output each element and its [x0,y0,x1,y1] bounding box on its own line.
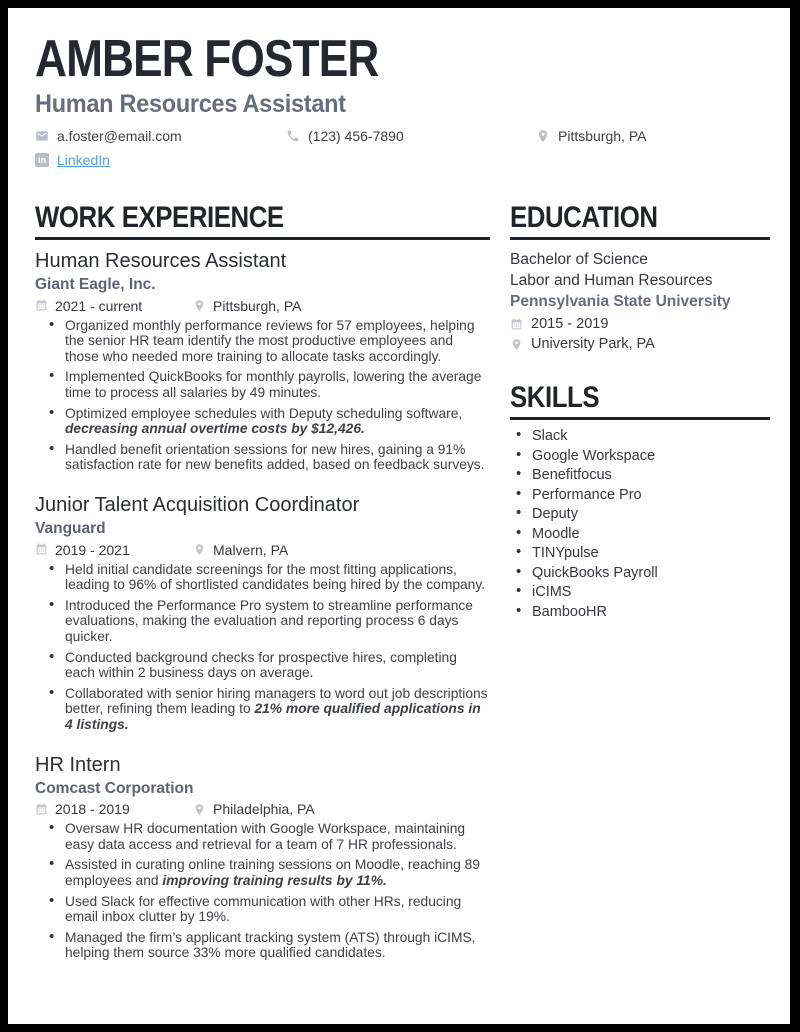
skill-item: • Deputy [516,507,770,522]
job-bullet: • Oversaw HR documentation with Google Workspace, maintaining easy data access and retrieval for a team of 7 HR professionals. [49,821,490,852]
resume-columns [35,203,770,981]
job-entry-3 [35,753,490,961]
job-bullet: • Handled benefit orientation sessions for new hires, gaining a 91% satisfaction rate for new benefits added, based on feedback surveys. [49,442,490,473]
job-company: Giant Eagle, Inc. [35,276,156,294]
education-location-text: University Park, PA [531,336,655,353]
job-dates-text: 2018 - 2019 [55,801,130,818]
location-pin-icon [193,803,206,816]
education-dates-text: 2015 - 2019 [531,316,609,333]
contact-location-text: Pittsburgh, PA [558,128,647,145]
location-pin-icon [510,338,523,351]
job-location [193,801,315,817]
skill-item: • Slack [516,429,770,444]
job-company: Comcast Corporation [35,779,194,797]
job-location [193,298,301,314]
education-field: Labor and Human Resources [510,272,713,290]
job-bullet: • Held initial candidate screenings for the most fitting applications, leading to 96% of shortlisted candidates being hired by the company. [49,562,490,593]
phone-icon [286,129,300,143]
skill-item: • Benefitfocus [516,468,770,483]
skill-item: • QuickBooks Payroll [516,566,770,581]
skill-item: • Google Workspace [516,449,770,464]
job-title: Human Resources Assistant [35,250,287,273]
skills-heading: SKILLS [510,383,770,420]
job-bullet-list [35,318,490,473]
job-bullet: • Introduced the Performance Pro system to streamline performance evaluations, making the evaluation and reporting process 6 days quicker. [49,598,490,645]
envelope-icon [35,129,49,143]
location-pin-icon [193,543,206,556]
calendar-icon [510,318,523,331]
contact-email-text: a.foster@email.com [57,128,182,145]
skill-item: • iCIMS [516,585,770,600]
job-bullet: • Used Slack for effective communication with other HRs, reducing email inbox clutter by 19%. [49,894,490,925]
contact-linkedin [35,152,286,168]
skill-item: • Moodle [516,527,770,542]
job-location-text: Pittsburgh, PA [213,297,302,314]
job-location-text: Philadelphia, PA [213,801,315,818]
job-dates-text: 2021 - current [55,297,143,314]
work-experience-section [35,203,490,961]
linkedin-link[interactable]: LinkedIn [57,152,110,169]
job-bullet: • Optimized employee schedules with Deputy scheduling software, decreasing annual overtime costs by $12,426. [49,406,490,437]
skills-list [510,429,770,619]
education-section [510,203,770,352]
left-column [35,203,490,981]
skill-item: • TINYpulse [516,546,770,561]
job-bullet: • Implemented QuickBooks for monthly payrolls, lowering the average time to process all salaries by 49 minutes. [49,369,490,400]
resume-page [8,8,790,1024]
job-meta [35,801,490,817]
job-dates [35,542,193,558]
resume-header [35,30,770,169]
job-bullet: • Organized monthly performance reviews for 57 employees, helping the senior HR team identify the most productive employees and those who needed more training to allocate tasks accordingly. [49,318,490,365]
calendar-icon [35,299,48,312]
job-bullet: • Assisted in curating online training sessions on Moodle, reaching 89 employees and improving training results by 11%. [49,857,490,888]
job-company: Vanguard [35,520,106,538]
job-title: HR Intern [35,753,121,776]
contact-phone-text: (123) 456-7890 [308,128,404,145]
job-bullet: • Conducted background checks for prospective hires, completing each within 2 business days on average. [49,650,490,681]
contact-phone [286,128,536,144]
location-pin-icon [193,299,206,312]
job-dates-text: 2019 - 2021 [55,541,130,558]
job-bullet-list [35,821,490,961]
education-heading: EDUCATION [510,203,770,240]
contact-row [35,128,770,168]
job-location [193,542,288,558]
person-name: AMBER FOSTER [35,30,379,88]
linkedin-icon: in [35,153,49,167]
education-location [510,336,770,352]
calendar-icon [35,543,48,556]
job-meta [35,298,490,314]
work-experience-heading: WORK EXPERIENCE [35,203,490,240]
skill-item: • BambooHR [516,605,770,620]
job-bullet: • Collaborated with senior hiring managers to word out job descriptions better, refining them leading to 21% more qualified applications in 4 listings. [49,686,490,733]
job-bullet: • Managed the firm’s applicant tracking system (ATS) through iCIMS, helping them source 33% more qualified candidates. [49,930,490,961]
job-dates [35,801,193,817]
skills-section [510,383,770,619]
job-entry-2 [35,493,490,733]
skill-item: • Performance Pro [516,488,770,503]
education-school: Pennsylvania State University [510,293,731,311]
job-entry-1 [35,249,490,473]
location-pin-icon [536,129,550,143]
right-column [510,203,770,981]
job-dates [35,298,193,314]
contact-email [35,128,286,144]
calendar-icon [35,803,48,816]
contact-location [536,128,770,144]
job-location-text: Malvern, PA [213,541,289,558]
education-dates [510,316,770,332]
job-meta [35,542,490,558]
job-title: Junior Talent Acquisition Coordinator [35,494,360,517]
education-degree: Bachelor of Science [510,251,648,269]
job-bullet-list [35,562,490,733]
person-title: Human Resources Assistant [35,89,346,118]
